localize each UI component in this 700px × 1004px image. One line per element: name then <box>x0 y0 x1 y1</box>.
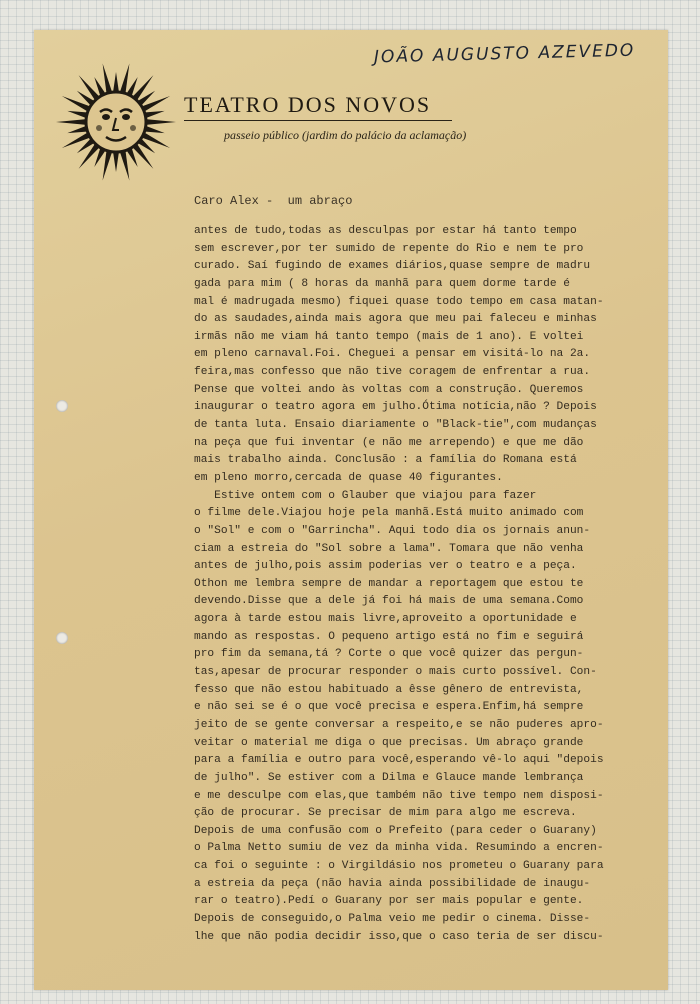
punch-hole-bottom <box>56 632 68 644</box>
letter-line: Depois de uma confusão com o Prefeito (para ceder o Guarany) <box>194 824 597 837</box>
letter-line: do as saudades,ainda mais agora que meu pai faleceu e minhas <box>194 313 597 326</box>
letter-line: o "Sol" e com o "Garrincha". Aqui todo dia os jornais anun- <box>194 524 591 537</box>
sun-ray <box>147 119 176 125</box>
letter-body <box>194 223 664 946</box>
letter-line: lhe que não podia decidir isso,que o caso teria de ser discu- <box>194 930 604 943</box>
letter-sheet <box>34 30 668 990</box>
sun-ray <box>67 111 86 118</box>
sun-ray <box>133 144 153 169</box>
sun-ray <box>67 126 86 133</box>
letter-line: curado. Saí fugindo de exames diários,quase sempre de madru <box>194 260 591 273</box>
letter-line: e não sei se é o que você precisa e espera.Enfim,há sempre <box>194 701 584 714</box>
letter-line: ção de procurar. Se precisar de mim para algo me escreva. <box>194 807 577 820</box>
sun-ray <box>127 77 138 95</box>
letter-line: agora à tarde estou mais livre,aproveito a oportunidade e <box>194 613 577 626</box>
letter-line: em pleno morro,cercada de quase 40 figurantes. <box>194 471 503 484</box>
letter-line: o filme dele.Viajou hoje pela manhã.Está muito animado com <box>194 507 584 520</box>
sun-ray <box>146 111 165 118</box>
letter-line: antes de julho,pois assim poderias ver o teatro e a peça. <box>194 560 577 573</box>
letter-line: mais trabalho ainda. Conclusão : a família do Romana está <box>194 454 577 467</box>
sun-ray <box>103 64 112 93</box>
sun-ray <box>146 126 165 133</box>
sun-face-icon <box>54 60 178 184</box>
sun-ray <box>79 144 99 169</box>
handwritten-name: JOÃO AUGUSTO AZEVEDO <box>373 40 636 68</box>
letter-line: Depois de conseguido,o Palma veio me pedir o cinema. Disse- <box>194 912 591 925</box>
letter-line: ca foi o seguinte : o Virgildásio nos prometeu o Guarany para <box>194 860 604 873</box>
letter-line: a estreia da peça (não havia ainda possibilidade de inaugu- <box>194 877 591 890</box>
sun-ray <box>94 77 105 95</box>
letter-line: pro fim da semana,tá ? Corte o que você quizer das pergun- <box>194 648 584 661</box>
letter-line: gada para mim ( 8 horas da manhã para quem dorme tarde é <box>194 277 570 290</box>
letter-line: Othon me lembra sempre de mandar a reportagem que estou te <box>194 577 584 590</box>
sun-ray <box>94 149 105 167</box>
letter-line: veitar o material me diga o que precisas. Um abraço grande <box>194 736 584 749</box>
letter-line: jeito de se gente conversar a respeito,e se não puderes apro- <box>194 718 604 731</box>
sun-ray <box>120 64 129 93</box>
letter-line: de julho". Se estiver com a Dilma e Glauce mande lembrança <box>194 771 584 784</box>
sun-ray <box>103 152 112 181</box>
letter-line: de tanta luta. Ensaio diariamente o "Black-tie",com mudanças <box>194 419 597 432</box>
letter-line: feira,mas confesso que não tive coragem de enfrentar a rua. <box>194 366 591 379</box>
greeting: Caro Alex - um abraço <box>194 194 353 208</box>
theatre-name: TEATRO DOS NOVOS <box>184 92 432 117</box>
sun-ray <box>79 75 99 100</box>
punch-hole-top <box>56 400 68 412</box>
letter-line: rar o teatro).Pedí o Guarany por ser mais popular e gente. <box>194 895 584 908</box>
sun-ray <box>127 149 138 167</box>
letter-line: na peça que fui inventar (e não me arrependo) e que me dão <box>194 436 584 449</box>
letter-line: sem escrever,por ter sumido de repente do Rio e nem te pro <box>194 242 584 255</box>
letter-line: para a família e outro para você,esperando vê-lo aqui "depois <box>194 754 604 767</box>
sun-ray <box>133 75 153 100</box>
letter-line: fesso que não estou habituado a êsse gênero de entrevista, <box>194 683 584 696</box>
letter-line: irmãs não me viam há tanto tempo (mais de 1 ano). E voltei <box>194 330 584 343</box>
letter-line: devendo.Disse que a dele já foi há mais de uma semana.Como <box>194 595 584 608</box>
theatre-address: passeio público (jardim do palácio da aclamação) <box>224 128 467 142</box>
letter-line: Pense que voltei ando às voltas com a construção. Queremos <box>194 383 584 396</box>
letter-line: o Palma Netto sumiu de vez da minha vida. Resumindo a encren- <box>194 842 604 855</box>
letter-line: em pleno carnaval.Foi. Cheguei a pensar em visitá-lo na 2a. <box>194 348 591 361</box>
letter-line: antes de tudo,todas as desculpas por estar há tanto tempo <box>194 225 577 237</box>
letterhead-rule <box>184 120 452 121</box>
letter-line: mal é madrugada mesmo) fiquei quase todo tempo em casa matan- <box>194 295 604 308</box>
letter-line: Estive ontem com o Glauber que viajou para fazer <box>194 489 537 502</box>
letter-line: ciam a estreia do "Sol sobre a lama". Tomara que não venha <box>194 542 584 555</box>
sun-ray <box>56 119 85 125</box>
sun-ray <box>113 153 119 172</box>
letter-line: inaugurar o teatro agora em julho.Ótima notícia,não ? Depois <box>194 401 597 414</box>
letter-line: e me desculpe com elas,que também não tive tempo nem disposi- <box>194 789 604 802</box>
letter-line: mando as respostas. O pequeno artigo está no fim e seguirá <box>194 630 584 643</box>
letter-line: tas,apesar de procurar responder o mais curto possível. Con- <box>194 666 597 679</box>
sun-ray <box>113 72 119 91</box>
sun-ray <box>120 152 129 181</box>
